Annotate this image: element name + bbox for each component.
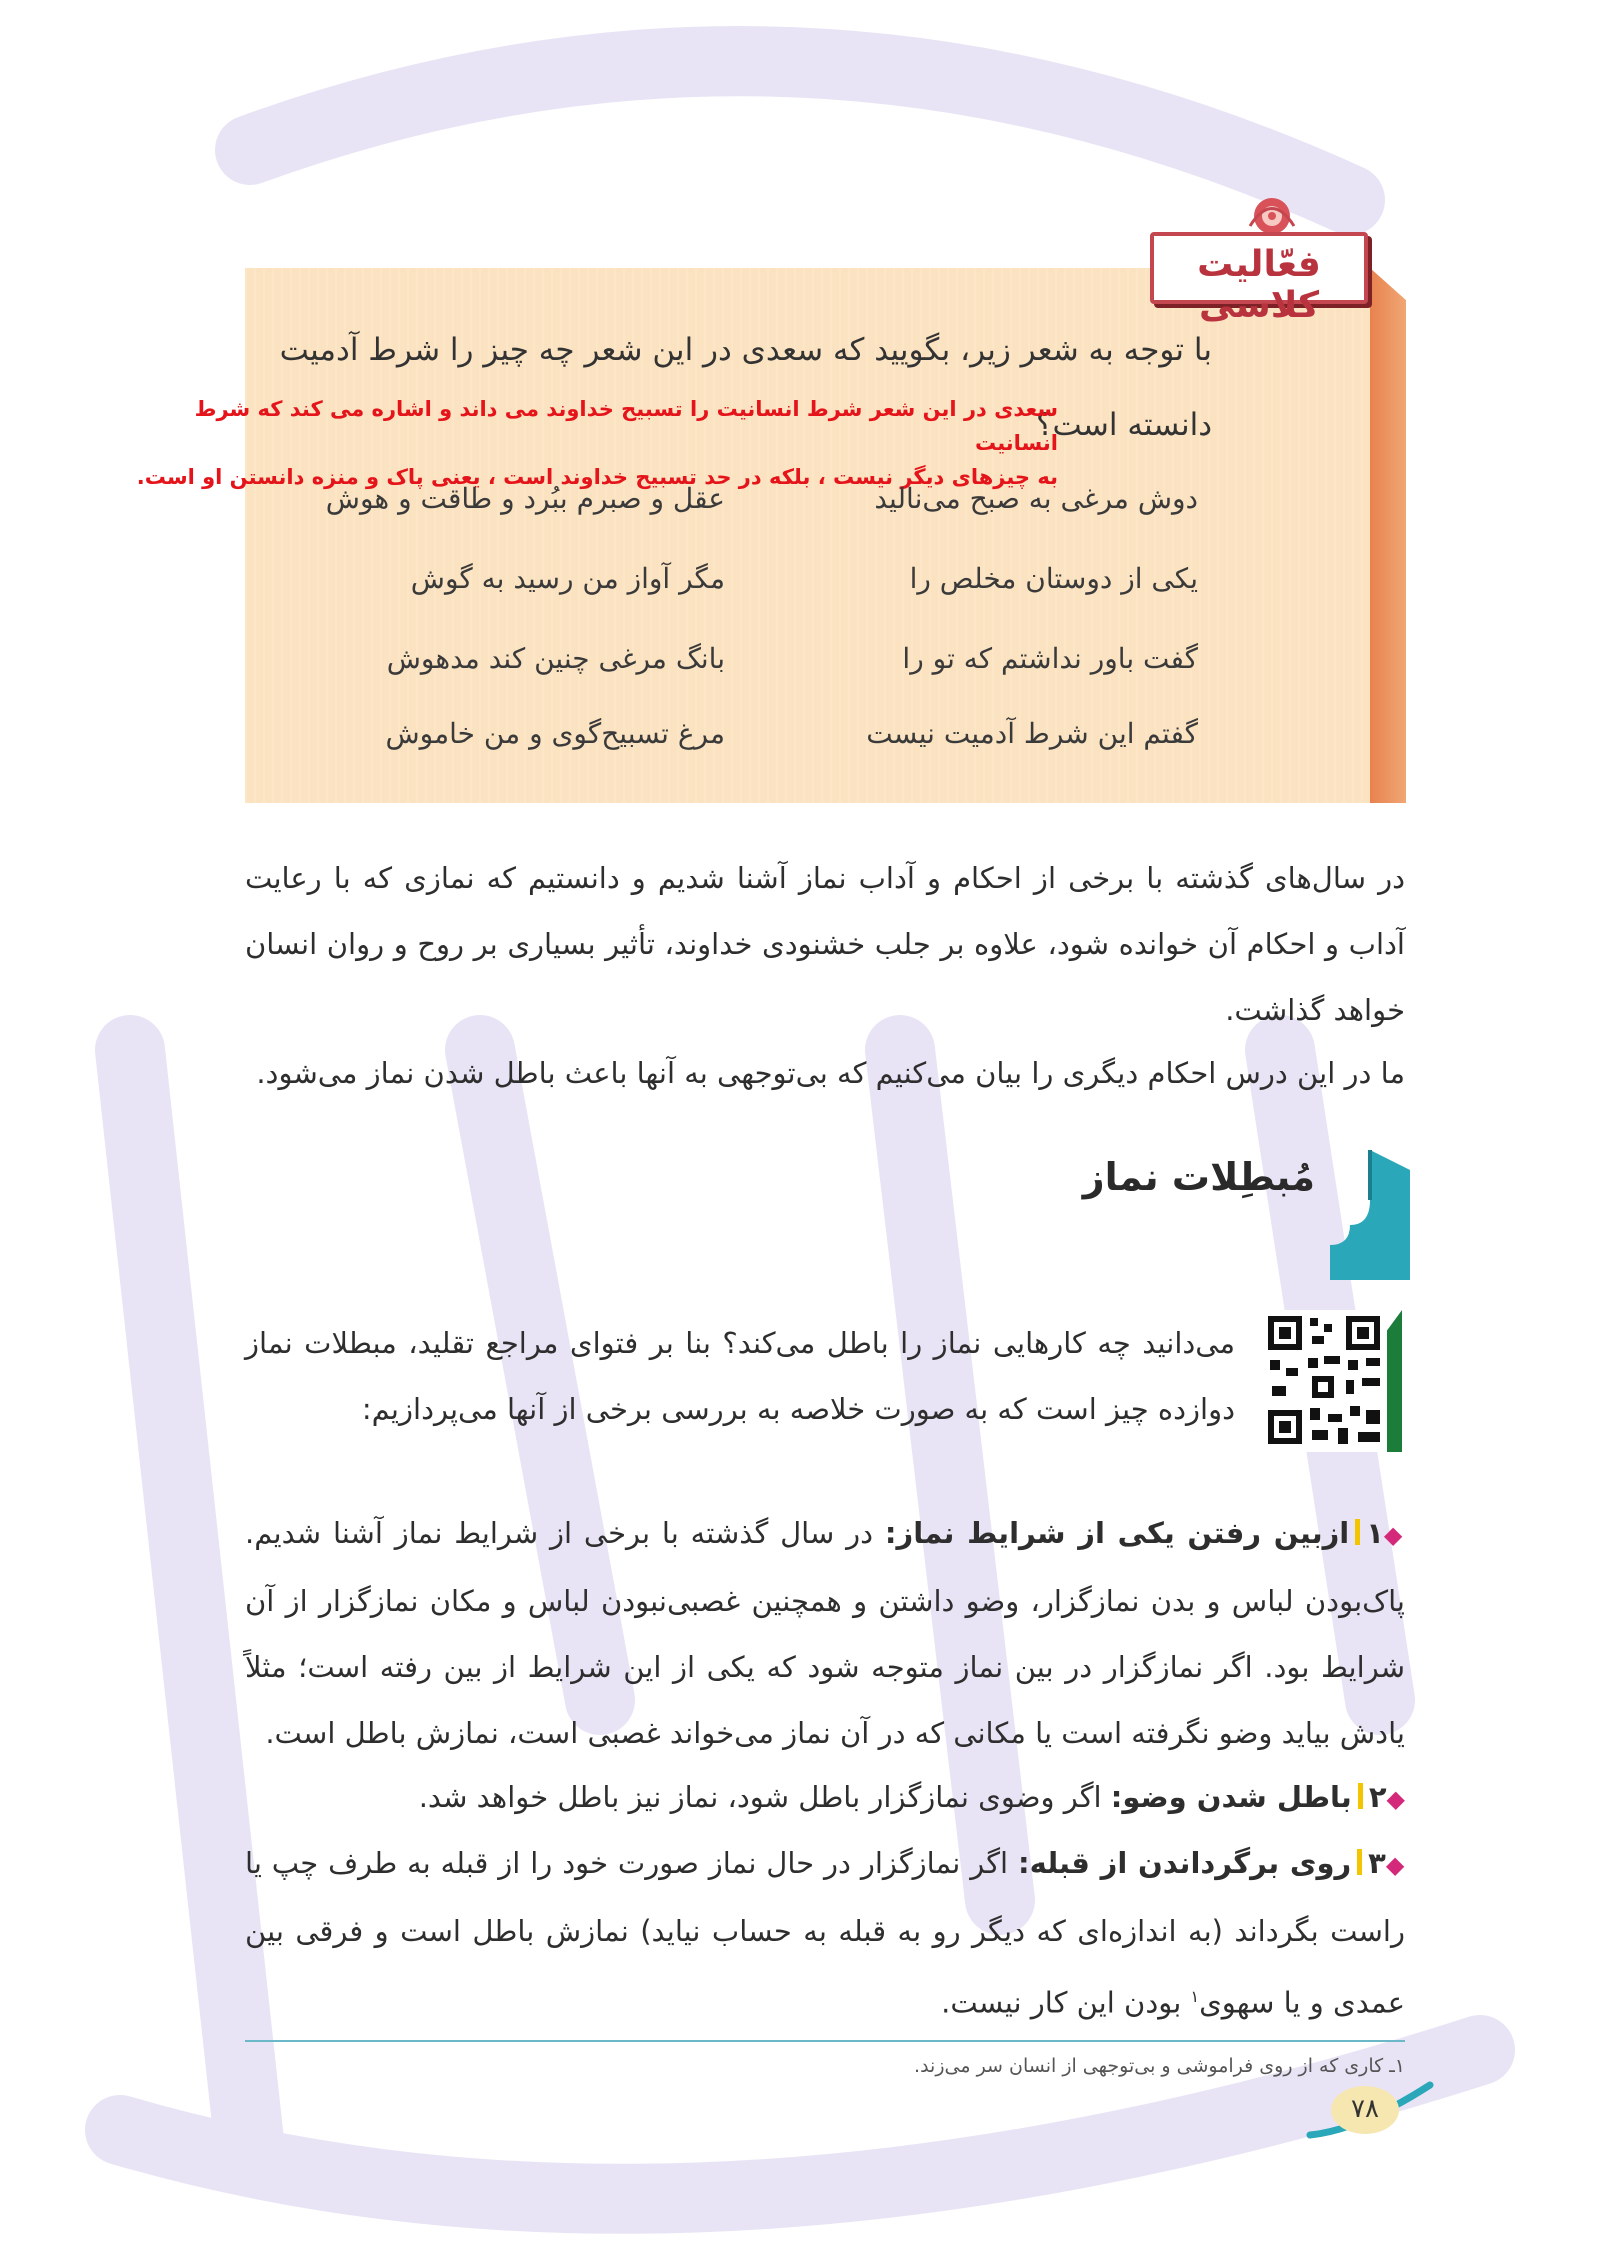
list-item <box>245 1830 1405 2036</box>
verse-left-4: مرغ تسبیح‌گوی و من خاموش <box>385 717 725 750</box>
verse-right-2: یکی از دوستان مخلص را <box>909 562 1198 595</box>
item-text: در سال گذشته با برخی از شرایط نماز آشنا شدیم. پاک‌بودن لباس و بدن نمازگزار، وضو داشتن و همچنین غصبی‌نبودن لباس و مکان نمازگزار از آن شرایط بود. اگر نمازگزار در بین نماز متوجه شود که یکی از این شرایط از بین رفته است؛ مثلاً یادش بیاید وضو نگرفته است یا مکانی که در آن نماز می‌خواند غصبی است، نمازش باطل است. <box>245 1516 1405 1750</box>
diamond-bullet-icon: ◆ <box>1383 1521 1405 1549</box>
verse-right-4: گفتم این شرط آدمیت نیست <box>866 717 1198 750</box>
qr-code-icon[interactable] <box>1262 1310 1402 1452</box>
page-number: ۷۸ <box>1351 2094 1379 2124</box>
badge-frame <box>1150 232 1368 326</box>
handwritten-answer <box>108 392 1058 494</box>
verse-left-3: بانگ مرغی چنین کند مدهوش <box>386 642 725 675</box>
activity-question-line1: با توجه به شعر زیر، بگویید که سعدی در این شعر چه چیز را شرط آدمیت <box>279 332 1212 368</box>
item-marker <box>1355 1519 1360 1545</box>
item-text: اگر وضوی نمازگزار باطل شود، نماز نیز باطل خواهد شد. <box>418 1780 1102 1814</box>
activity-box-fold <box>1370 268 1406 803</box>
section-heading <box>1080 1150 1410 1280</box>
item-number: ۱ <box>1366 1516 1384 1550</box>
item-number: ۲ <box>1368 1780 1387 1814</box>
lesson-statement: ما در این درس احکام دیگری را بیان می‌کنیم که بی‌توجهی به آنها باعث باطل شدن نماز می‌شود. <box>256 1056 1405 1090</box>
item-number: ۳ <box>1368 1846 1386 1880</box>
footnote: ۱ـ کاری که از روی فراموشی و بی‌توجهی از انسان سر می‌زند. <box>914 2055 1405 2077</box>
list-item <box>245 1500 1405 1766</box>
item-title: باطل شدن وضو: <box>1110 1780 1352 1814</box>
diamond-bullet-icon: ◆ <box>1386 1785 1405 1813</box>
rosette-icon <box>1242 186 1302 236</box>
diamond-bullet-icon: ◆ <box>1385 1851 1406 1879</box>
footnote-ref[interactable]: ۱ <box>1190 1987 1200 2006</box>
activity-badge <box>1150 222 1375 326</box>
answer-line2: به چیزهای دیگر نیست ، بلکه در حد تسبیح خداوند است ، یعنی پاک و منزه دانستن او است. <box>136 465 1058 489</box>
item-marker <box>1358 1783 1363 1809</box>
item-title: روی برگرداندن از قبله: <box>1018 1846 1352 1880</box>
verse-right-3: گفت باور نداشتم که تو را <box>902 642 1198 675</box>
section-intro: می‌دانید چه کارهایی نماز را باطل می‌کند؟ بنا بر فتوای مراجع تقلید، مبطلات نماز دوازده چیز است که به صورت خلاصه به بررسی برخی از آنها می‌پردازیم: <box>245 1326 1235 1426</box>
verse-right-1: دوش مرغی به صبح می‌نالید <box>874 482 1198 515</box>
section-title: مُبطِلات نماز <box>1082 1155 1315 1199</box>
item-title: ازبین رفتن یکی از شرایط نماز: <box>884 1516 1350 1550</box>
answer-line1: سعدی در این شعر شرط انسانیت را تسبیح خداوند می داند و اشاره می کند که شرط انسانیت <box>194 397 1058 455</box>
verse-left-1: عقل و صبرم ببُرد و طاقت و هوش <box>325 482 725 515</box>
item-text-after: بودن این کار نیست. <box>941 1985 1191 2020</box>
section-marker-icon <box>1330 1150 1410 1280</box>
item-marker <box>1357 1849 1362 1875</box>
activity-badge-label: فعّالیت کلاسی <box>1197 244 1321 326</box>
verse-left-2: مگر آواز من رسید به گوش <box>410 562 725 595</box>
footnote-divider <box>245 2040 1405 2042</box>
list-item <box>245 1764 1405 1832</box>
item-text-before: اگر نمازگزار در حال نماز صورت خود را از قبله به طرف چپ یا راست بگرداند (به اندازه‌ای که دیگر رو به قبله به حساب نیاید) نمازش باطل است و فرقی بین عمدی و یا سهوی <box>245 1846 1405 2020</box>
intro-paragraph: در سال‌های گذشته با برخی از احکام و آداب نماز آشنا شدیم و دانستیم که نمازی که با رعایت آداب و احکام آن خوانده شود، علاوه بر جلب خشنودی خداوند، تأثیر بسیاری بر روح و روان انسان خواهد گذاشت. <box>245 861 1405 1027</box>
activity-question-line2: دانسته است؟ <box>1035 407 1212 443</box>
